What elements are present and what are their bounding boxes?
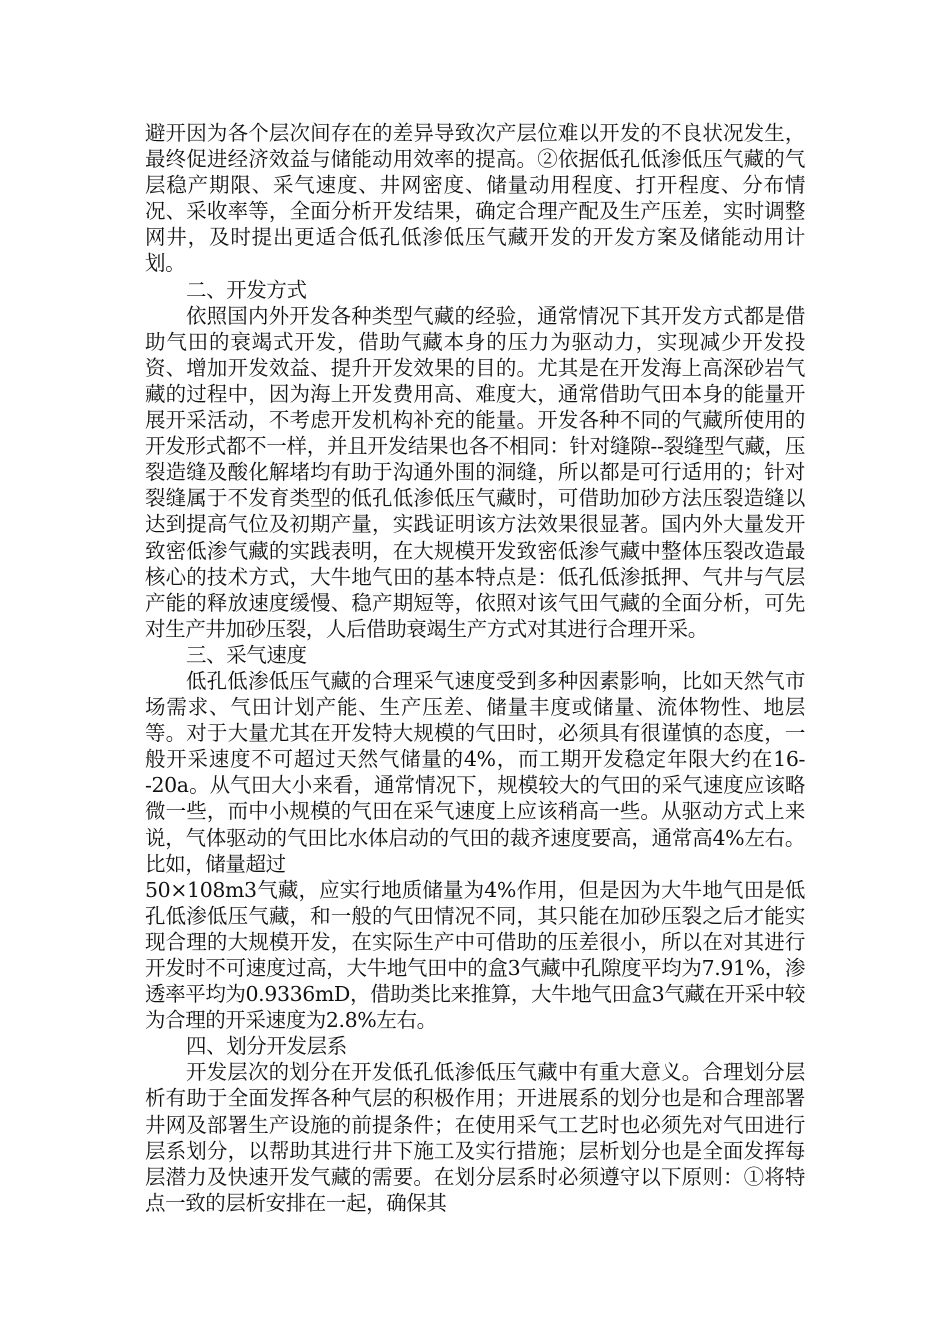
document-page [145,120,805,1216]
paragraph-layer-division: 开发层次的划分在开发低孔低渗低压气藏中有重大意义。合理划分层析有助于全面发挥各种气层的积极作用；开进展系的划分也是和合理部署井网及部署生产设施的前提条件；在使用采气工艺时也必须先对气田进行层系划分，以帮助其进行井下施工及实行措施；层析划分也是全面发挥每层潜力及快速开发气藏的需要。在划分层系时必须遵守以下原则：①将特点一致的层析安排在一起，确保其 [145,1060,805,1215]
section-heading-gas-production-rate: 三、采气速度 [186,642,307,667]
paragraph-development-method: 依照国内外开发各种类型气藏的经验，通常情况下其开发方式都是借助气田的衰竭式开发，借助气藏本身的压力为驱动力，实现减少开发投资、增加开发效益、提升开发效果的目的。尤其是在开发海上高深砂岩气藏的过程中，因为海上开发费用高、难度大，通常借助气田本身的能量开展开采活动，不考虑开发机构补充的能量。开发各种不同的气藏所使用的开发形式都不一样，并且开发结果也各不相同：针对缝隙--裂缝型气藏，压裂造缝及酸化解堵均有助于沟通外围的洞缝，所以都是可行适用的；针对裂缝属于不发育类型的低孔低渗低压气藏时，可借助加砂方法压裂造缝以达到提高气位及初期产量，实践证明该方法效果很显著。国内外大量发开致密低渗气藏的实践表明，在大规模开发致密低渗气藏中整体压裂改造最核心的技术方式，大牛地气田的基本特点是：低孔低渗抵押、气井与气层产能的释放速度缓慢、稳产期短等，依照对该气田气藏的全面分析，可先对生产井加砂压裂，人后借助衰竭生产方式对其进行合理开采。 [145,303,805,641]
section-heading-layer-division: 四、划分开发层系 [186,1034,347,1059]
section-heading-development-method: 二、开发方式 [186,277,307,302]
paragraph-intro: 避开因为各个层次间存在的差异导致次产层位难以开发的不良状况发生，最终促进经济效益与储能动用效率的提高。②依据低孔低渗低压气藏的气层稳产期限、采气速度、井网密度、储量动用程度、打开程度、分布情况、采收率等，全面分析开发结果，确定合理产配及生产压差，实时调整网井，及时提出更适合低孔低渗低压气藏开发的开发方案及储能动用计划。 [145,121,805,276]
paragraph-gas-production-rate-continued: 50×108m3气藏，应实行地质储量为4%作用，但是因为大牛地气田是低孔低渗低压气藏，和一般的气田情况不同，其只能在加砂压裂之后才能实现合理的大规模开发，在实际生产中可借助的压差很小，所以在对其进行开发时不可速度过高，大牛地气田中的盒3气藏中孔隙度平均为7.91%，渗透率平均为0.9336mD，借助类比来推算，大牛地气田盒3气藏在开采中较为合理的开采速度为2.8%左右。 [145,877,805,1033]
paragraph-gas-production-rate: 低孔低渗低压气藏的合理采气速度受到多种因素影响，比如天然气市场需求、气田计划产能、生产压差、储量丰度或储量、流体物性、地层等。对于大量尤其在开发特大规模的气田时，必须具有很谨慎的态度，一般开采速度不可超过天然气储量的4%，而工期开发稳定年限大约在16--20a。从气田大小来看，通常情况下，规模较大的气田的采气速度应该略微一些，而中小规模的气田在采气速度上应该稍高一些。从驱动方式上来说，气体驱动的气田比水体启动的气田的裁齐速度要高，通常高4%左右。比如，储量超过 [145,668,805,876]
